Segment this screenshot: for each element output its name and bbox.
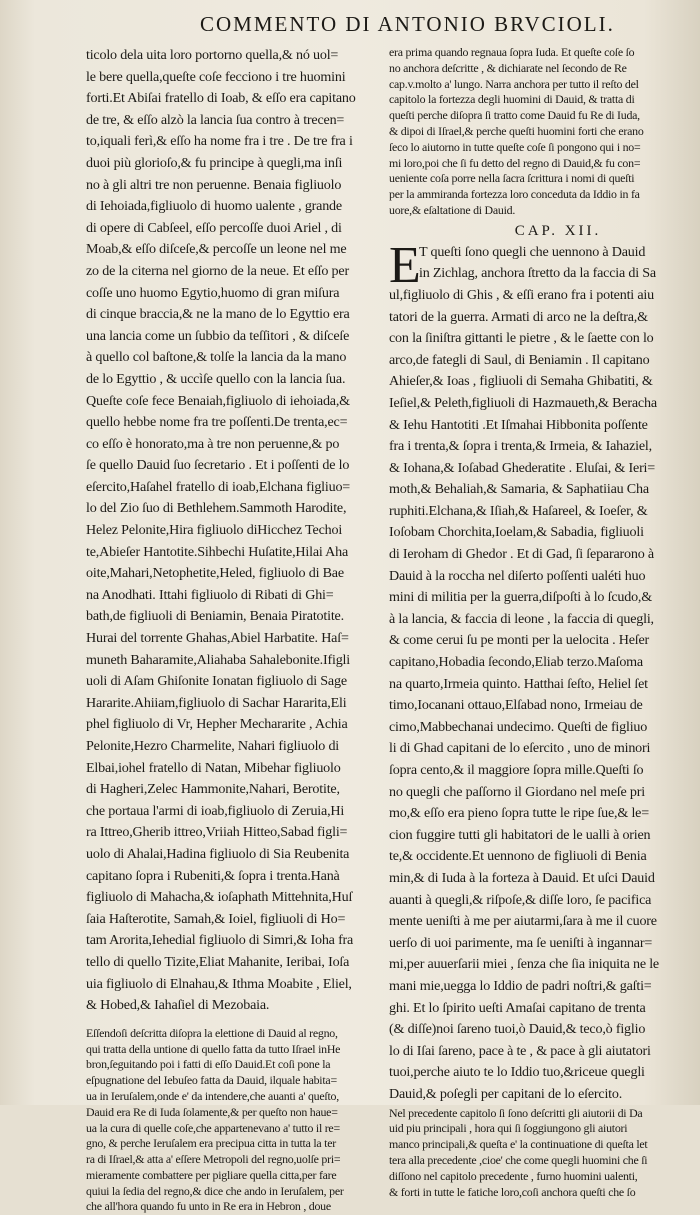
text-line: mente ueniſti à me per aiutarmi,ſara à me il cuore: [389, 913, 657, 930]
text-line: coſſe uno huomo Egytio,huomo di gran miſura: [86, 284, 340, 301]
text-line: bron,ſeguitando poi i fatti di eſſo Dauid.Et coſi pone la: [86, 1057, 331, 1072]
text-line: oite,Mahari,Netophetite,Heled, figliuolo di Bae: [86, 565, 344, 582]
text-line: mani mie,uegga lo Iddio de padri noſtri,& gaſti=: [389, 977, 652, 994]
text-line: che portaua l'armi di ioab,figliuolo di Zeruia,Hi: [86, 802, 345, 819]
text-line: à quello col baſtone,& tolſe la lancia da la mano: [86, 349, 347, 366]
drop-cap: E: [389, 236, 421, 294]
left-commentary: [86, 1026, 376, 1215]
text-line: ſeco lo aiutorno in tutte queſte coſe ſi pongono qui i no=: [389, 139, 641, 154]
text-line: à la lancia, & faccia di leone , la faccia di quegli,: [389, 610, 654, 627]
text-line: figliuolo di Mahacha,& ioſaphath Mittehnita,Huſ: [86, 889, 353, 906]
text-line: Hararite.Ahiiam,figliuolo di Sachar Hararita,Eli: [86, 694, 347, 711]
text-line: te,Abieſer Hantotite.Sihbechi Huſatite,Hilai Aha: [86, 543, 349, 560]
text-line: ra di Iſrael,& atta a' eſſere Metropoli del regno,uolſe pri=: [86, 1152, 341, 1167]
text-line: gno, & perche Ieruſalem era precipua citta in tutta la ter: [86, 1136, 336, 1151]
text-line: tuoi,perche aiuto te lo Iddio tuo,&riceue quegli: [389, 1064, 645, 1081]
text-line: uerſo di uoi parimente, ma ſe ueniſti à ingannar=: [389, 934, 653, 951]
text-line: lo del Zio ſuo di Bethlehem.Sammoth Harodite,: [86, 500, 347, 517]
text-line: muneth Baharamite,Aliahaba Sahalebonite.Ifigli: [86, 651, 350, 668]
text-line: uolo di Ahalai,Hadina figliuolo di Sia Reubenita: [86, 845, 350, 862]
text-line: capitano,Hobadia ſecondo,Eliab terzo.Maſoma: [389, 654, 643, 671]
text-line: na quarto,Irmeia quinto. Hatthai ſeſto, Heliel ſet: [389, 675, 648, 692]
text-line: zo de la citerna nel giorno de la neue. Et eſſo per: [86, 262, 349, 279]
text-line: uia figliuolo di Elnahau,& Ithma Moabite , Eliel,: [86, 975, 352, 992]
text-line: eſpugnatione del Iebuſeo fatta da Dauid, ilquale habita=: [86, 1073, 337, 1088]
text-line: forti.Et Abiſai fratello di Ioab, & eſſo era capitano: [86, 90, 356, 107]
text-line: Ahieſer,& Ioas , figliuoli di Semaha Ghibatiti, &: [389, 373, 653, 390]
right-column: [389, 45, 687, 1202]
text-line: capitano ſopra i Rubeniti,& ſopra i trenta.Hanà: [86, 867, 340, 884]
text-line: de tre, & eſſo alzò la lancia ſua contro à trecen=: [86, 111, 345, 128]
text-line: capitolo la fortezza degli huomini di Dauid, & tratta di: [389, 92, 635, 107]
text-line: mi,per auuerſarii miei , ſenza che ſia iniquita ne le: [389, 956, 659, 973]
text-line: & forti in tutte le fatiche loro,coſi anchora queſti che ſo: [389, 1184, 636, 1199]
text-line: di Hagheri,Zelec Hammonite,Nahari, Berotite,: [86, 781, 340, 798]
text-line: Pelonite,Hezro Charmelite, Nahari figliuolo di: [86, 738, 340, 754]
text-line: Elbai,iohel fratello di Natan, Mibehar figliuolo: [86, 759, 341, 776]
text-line: tatori de la guerra. Armati di arco ne la deſtra,&: [389, 308, 648, 325]
text-line: manco principali,& queſta e' la continuatione di queſta let: [389, 1137, 648, 1152]
text-line: & dipoi di Iſrael,& perche queſti huomini forti che erano: [389, 123, 644, 138]
text-line: Nel precedente capitolo ſi ſono deſcritti gli aiutorii di Da: [389, 1105, 643, 1120]
text-line: tello di quello Tizite,Eliat Mahanite, Ieribai, Ioſa: [86, 953, 350, 970]
text-line: che all'hora quando fu unto in Re era in Hebron , doue: [86, 1199, 331, 1214]
text-line: Hurai del torrente Ghahas,Abiel Harbatite. Haſ=: [86, 630, 349, 647]
text-line: li di Ghad capitani de lo eſercito , uno de minori: [389, 740, 651, 757]
text-line: Ieſiel,& Peleth,figliuoli di Hazmaueth,& Beracha: [389, 394, 657, 411]
text-line: ua in Ieruſalem,onde e' da intendere,che auanti a' queſto,: [86, 1088, 339, 1103]
right-main-text: [389, 236, 687, 1106]
text-line: di Ieroham di Ghedor . Et di Gad, ſi ſepararono à: [389, 546, 654, 563]
text-line: Dauid à la roccha nel diſerto poſſenti ualéti huo: [389, 567, 646, 584]
text-line: mieramente combattere per pigliare quella citta,per fare: [86, 1167, 337, 1182]
text-line: uid piu principali , hora qui ſi ſoggiungono gli aiutori: [389, 1121, 628, 1136]
text-line: ra Ittreo,Gherib ittreo,Vriiah Hitteo,Sabad figli=: [86, 824, 348, 841]
text-line: per la ammiranda fortezza loro conceduta da Iddio in fa: [389, 187, 640, 202]
text-line: tera alla precedente ,cioe' che come quegli huomini che ſi: [389, 1152, 648, 1167]
right-commentary-top: [389, 45, 687, 219]
text-line: phel figliuolo di Vr, Hepher Mechararite , Achia: [86, 716, 348, 733]
text-line: & come cerui ſu pe monti per la uelocita . Heſer: [389, 632, 650, 649]
text-line: Ioſobam Chorchita,Ioelam,& Sabadia, figliuoli: [389, 524, 644, 541]
text-line: di cinque braccia,& ne la mano de lo Egyttio era: [86, 306, 350, 323]
text-line: & Iehu Hantotiti .Et Iſmahai Hibbonita poſſente: [389, 416, 648, 433]
text-line: di opere di Cabſeel, eſſo percoſſe duoi Ariel , di: [86, 219, 342, 236]
text-line: mi loro,poi che ſi fu detto del regno di Dauid,& fu con=: [389, 155, 641, 170]
text-line: Dauid,& poſegli per capitani de lo eſercito.: [389, 1085, 623, 1102]
text-line: bath,de figliuoli di Beniamin, Benaia Piratotite.: [86, 608, 344, 625]
text-line: ſopra cento,& il maggiore ſopra mille.Queſti ſo: [389, 762, 644, 779]
text-line: uore,& eſaltatione di Dauid.: [389, 202, 516, 217]
text-line: queſti perche diſopra ſi tratto come Dauid fu Re di Iuda,: [389, 108, 640, 123]
text-line: timo,Iocanani ottauo,Elſabad nono, Irmeiau de: [389, 697, 643, 714]
text-line: lo di Iſai ſareno, pace à te , & pace à gli aiutatori: [389, 1042, 651, 1059]
text-line: duoi più glorioſo,& fu principe à quegli,ma inſi: [86, 154, 343, 171]
text-line: T queſti ſono quegli che uennono à Dauid: [419, 243, 646, 260]
text-line: co eſſo è honorato,ma à tre non peruenne,& po: [86, 435, 340, 452]
text-line: tam Arorita,Iehedial figliuolo di Simri,& Ioha fra: [86, 932, 354, 949]
text-line: auanti à quegli,& riſpoſe,& diſſe loro, ſe pacifica: [389, 891, 652, 908]
text-line: ua la cura di quelle coſe,che appartenevano a' tutto il re=: [86, 1120, 340, 1135]
left-main-text: [86, 45, 376, 1017]
text-line: ticolo dela uita loro portorno quella,& nó uol=: [86, 47, 339, 63]
left-column: [86, 45, 376, 1215]
text-line: cimo,Mabbechanai undecimo. Queſti de figliuo: [389, 718, 648, 735]
text-line: na Anodhati. Ittahi figliuolo di Ribati di Ghi=: [86, 586, 334, 603]
text-line: te,& occidente.Et uennono de figliuoli di Benia: [389, 848, 647, 865]
text-line: Helez Pelonite,Hira figliuolo diHicchez Techoi: [86, 522, 343, 539]
text-line: & Hobed,& Iahaſiel di Mezobaia.: [86, 997, 270, 1014]
text-line: Queſte coſe fece Benaiah,figliuolo di iehoiada,&: [86, 392, 350, 409]
text-line: quello hebbe nome fra tre poſſenti.De trenta,ec=: [86, 414, 348, 431]
text-line: qui tratta della untione di quello fatta da tutto Iſrael inHe: [86, 1041, 341, 1056]
text-line: no anchora deſcritte , & dichiarate nel ſecondo de Re: [389, 60, 627, 75]
text-line: to,iquali ferì,& eſſo ha nome fra i tre . De tre fra i: [86, 133, 353, 150]
text-line: ruphiti.Elchana,& Iſiah,& Haſareel, & Ioeſer, &: [389, 502, 648, 519]
text-line: era prima quando regnaua ſopra Iuda. Et queſte coſe ſo: [389, 45, 635, 59]
text-line: no à gli altri tre non peruenne. Benaia figliuolo: [86, 176, 342, 193]
text-line: moth,& Behaliah,& Samaria, & Saphatiiau Cha: [389, 481, 649, 498]
chapter-heading: CAP. XII.: [514, 222, 602, 239]
text-line: cap.v.molto a' lungo. Narra anchora per tutto il reſto del: [389, 76, 639, 91]
text-line: una lancia come un ſubbio da teſſitori , & diſceſe: [86, 327, 350, 344]
text-line: fra i trenta,& ſopra i trenta,& Irmeia, & Iahaziel,: [389, 438, 652, 455]
text-line: ſaia Haſterotite, Samah,& Ioiel, figliuoli di Ho=: [86, 910, 346, 927]
text-line: ul,figliuolo di Ghis , & eſſi erano fra i potenti aiu: [389, 286, 654, 303]
text-line: no quegli che paſſorno il Giordano nel meſe pri: [389, 783, 645, 800]
text-line: diſſono nel capitolo precedente , furno huomini ualenti,: [389, 1168, 638, 1183]
text-line: de lo Egyttio , & uccìſe quello con la lancia ſua.: [86, 370, 346, 387]
text-line: mini di militia per la guerra,diſpoſti à lo ſcudo,&: [389, 589, 653, 606]
text-line: (& diſſe)noi ſareno tuoi,ò Dauid,& teco,ò figlio: [389, 1021, 646, 1038]
chapter-text-block: [389, 236, 687, 1106]
text-line: le bere quella,queſte coſe fecciono i tre huomini: [86, 68, 346, 85]
text-line: Dauid era Re di Iuda ſolamente,& per queſto non haue=: [86, 1104, 338, 1119]
text-line: in Zichlag, anchora ſtretto da la faccia di Sa: [419, 265, 656, 282]
text-line: min,& di Iuda à la forteza à Dauid. Et uſci Dauid: [389, 869, 655, 886]
right-commentary-bottom: [389, 1106, 687, 1201]
text-line: mo,& eſſo era pieno ſopra tutte le ripe ſue,& le=: [389, 805, 649, 822]
text-line: ghi. Et lo ſpirito ueſti Amaſai capitano de trenta: [389, 999, 646, 1016]
text-line: & Iohana,& Ioſabad Ghederatite . Eluſai, & Ieri=: [389, 459, 656, 476]
text-line: Eſſendoſi deſcritta diſopra la elettione di Dauid al regno,: [86, 1025, 338, 1040]
text-line: uoli di Aſam Ghiſonite Ionatan figliuolo di Sage: [86, 673, 347, 690]
text-line: cion fuggire tutti gli habitatori de le ualli à orien: [389, 826, 651, 843]
text-line: ſe quello Dauid ſuo ſecretario . Et i poſſenti de lo: [86, 457, 350, 474]
text-line: Moab,& eſſo diſceſe,& percoſſe un leone nel me: [86, 241, 347, 258]
text-line: con la ſiniſtra gittanti le pietre , & le ſaette con lo: [389, 330, 654, 347]
text-line: eſercito,Haſahel fratello di ioab,Elchana figliuo=: [86, 478, 351, 495]
text-line: di Iehoiada,figliuolo di huomo ualente , grande: [86, 198, 342, 215]
text-line: arco,de fategli di Saul, di Beniamin . Il capitano: [389, 351, 650, 368]
text-line: ueniente coſa porre nella ſacra ſcrittura i nomi di queſti: [389, 171, 635, 186]
text-line: quiui la ſedia del regno,& dice che ando in Ieruſalem, per: [86, 1183, 344, 1198]
running-header: COMMENTO DI ANTONIO BRVCIOLI.: [200, 12, 615, 36]
